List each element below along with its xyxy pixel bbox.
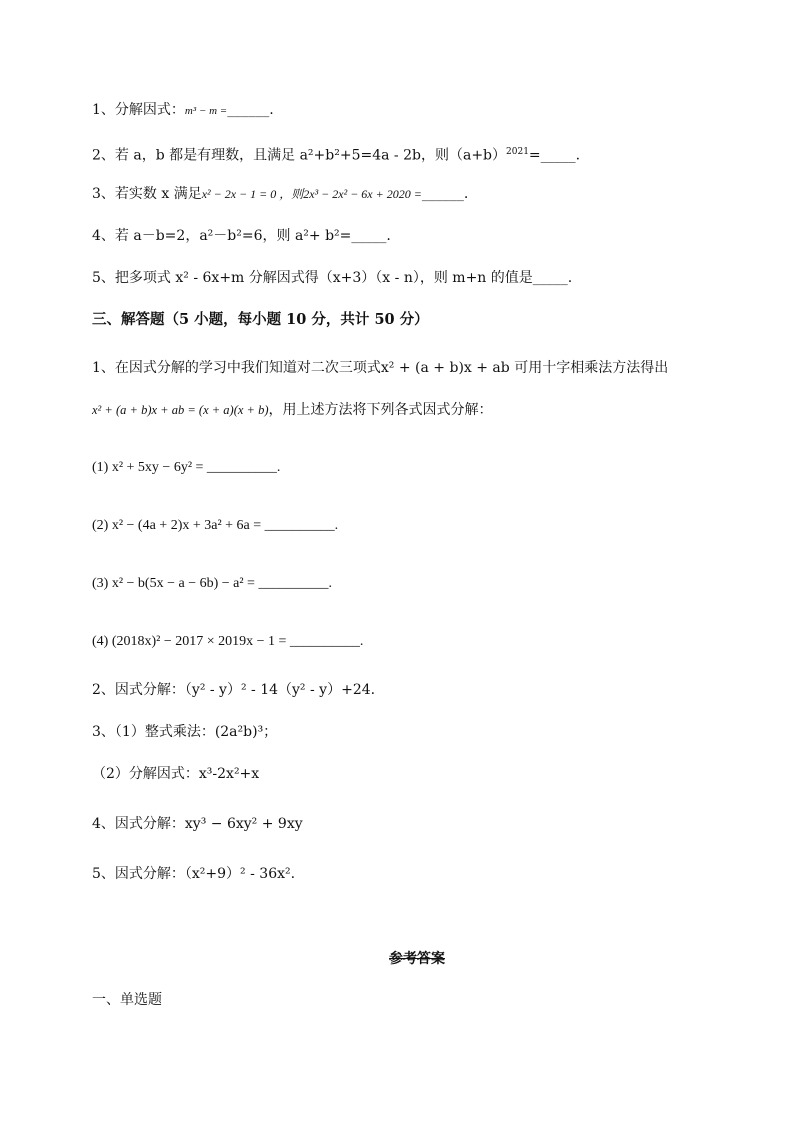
question-end: . (386, 228, 391, 244)
question-text-tail: = (528, 147, 541, 164)
answer-blank: _____ (532, 270, 568, 286)
question-fill-3 (92, 184, 468, 204)
question-end: . (575, 147, 581, 164)
question-expression: m³ − m = (184, 105, 228, 117)
answer-question-1-line-1: 1、在因式分解的学习中我们知道对二次三项式x² + (a + b)x + ab 可用十字相乘法方法得出 (92, 360, 669, 376)
question-text: 若实数 x 满足 (114, 186, 202, 202)
question-fill-2 (92, 142, 580, 166)
question-number: 4、 (92, 228, 115, 244)
answer-blank: ______ (227, 102, 270, 118)
question-fill-5 (92, 268, 572, 288)
question-text: 把多项式 x² - 6x+m 分解因式得（x+3）（x - n），则 m+n 的值是 (114, 270, 533, 286)
answer-blank: ______ (421, 186, 464, 202)
formula: x² + (a + b)x + ab = (x + a)(x + b) (92, 403, 269, 417)
question-expression: x² − 2x − 1 = 0 ，则2x³ − 2x² − 6x + 2020 = (201, 187, 422, 201)
sub-question-4: (4) (2018x)² − 2017 × 2019x − 1 = __________. (92, 634, 364, 649)
section-title-answer-questions: 三、解答题（5 小题，每小题 10 分，共计 50 分） (92, 311, 429, 328)
exponent: 2021 (506, 147, 529, 157)
reference-answer-heading (0, 948, 794, 968)
answer-question-2: 2、因式分解：（y² - y）² - 14（y² - y）+24. (92, 682, 376, 698)
question-fill-1 (92, 100, 274, 121)
question-number: 2、 (92, 147, 115, 164)
question-text: 若 a，b 都是有理数，且满足 a²+b²+5=4a - 2b，则（a+b） (114, 147, 507, 164)
question-fill-4 (92, 226, 391, 246)
answer-question-3-part-1: 3、（1）整式乘法：(2a²b)³； (92, 724, 278, 740)
answer-question-1-line-2 (92, 400, 493, 420)
answer-question-3-part-2: （2）分解因式：x³-2x²+x (92, 766, 260, 782)
question-text: 若 a－b=2，a²－b²=6，则 a²+ b²= (114, 228, 352, 244)
answer-blank: _____ (540, 147, 576, 164)
question-number: 3、 (92, 186, 115, 202)
sub-question-3: (3) x² − b(5x − a − 6b) − a² = __________. (92, 576, 332, 591)
answer-question-4: 4、因式分解：xy³ − 6xy² + 9xy (92, 816, 303, 832)
reference-section-1: 一、单选题 (92, 992, 162, 1008)
sub-question-2: (2) x² − (4a + 2)x + 3a² + 6a = __________. (92, 518, 339, 533)
answer-question-5: 5、因式分解：（x²+9）² - 36x². (92, 866, 296, 882)
instruction-text: ，用上述方法将下列各式因式分解： (268, 402, 493, 418)
question-end: . (567, 270, 573, 286)
question-end: . (463, 186, 469, 202)
question-text: 分解因式： (114, 102, 185, 118)
question-end: . (269, 102, 274, 118)
question-number: 5、 (92, 270, 115, 286)
question-number: 1、 (92, 102, 115, 118)
sub-question-1: (1) x² + 5xy − 6y² = __________. (92, 460, 281, 475)
answer-blank: _____ (351, 228, 387, 244)
reference-answer-title: 参考答案 (389, 951, 445, 967)
